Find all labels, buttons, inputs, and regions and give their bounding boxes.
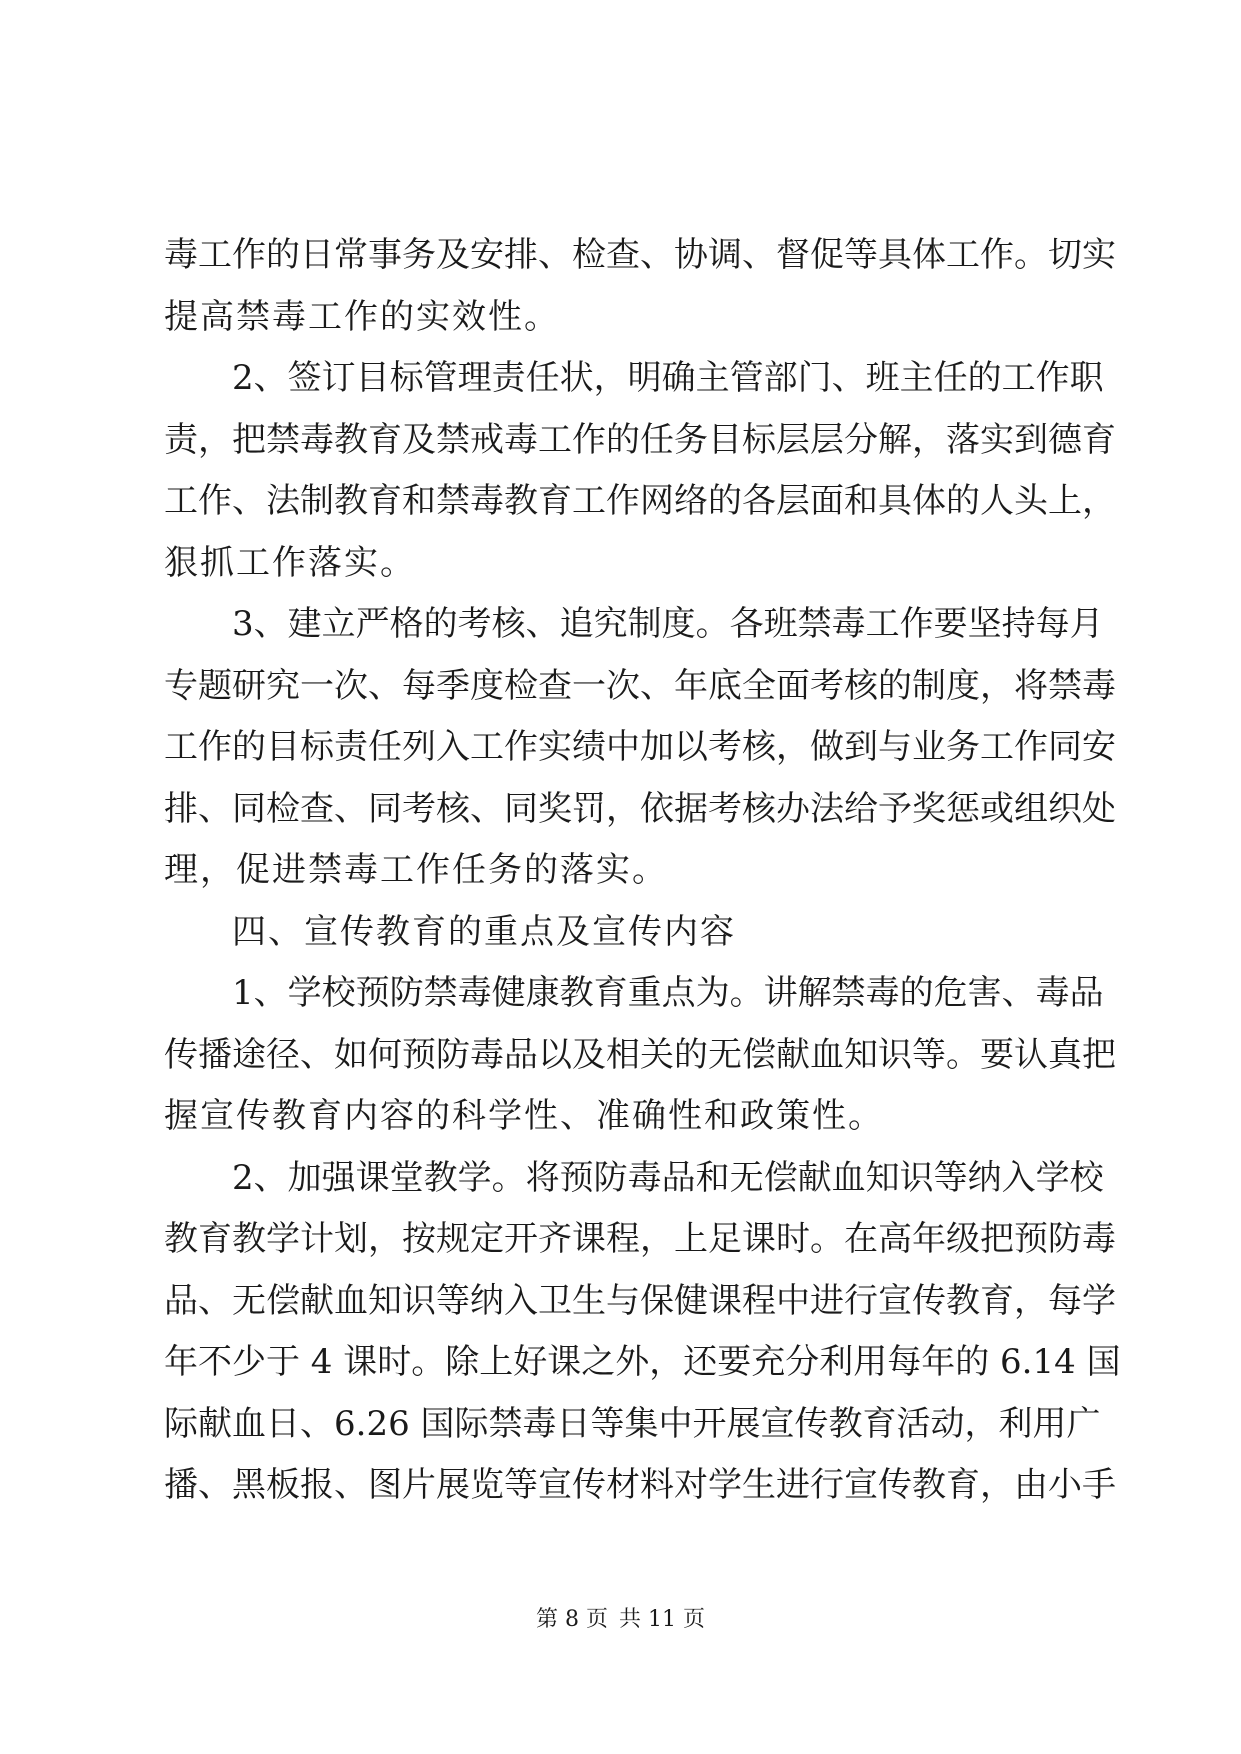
text-line: 教育教学计划，按规定开齐课程，上足课时。在高年级把预防毒 <box>164 1219 1116 1259</box>
text-line: 传播途径、如何预防毒品以及相关的无偿献血知识等。要认真把 <box>164 1034 1116 1075</box>
text-line: 品、无偿献血知识等纳入卫生与保健课程中进行宣传教育，每学 <box>164 1280 1116 1321</box>
text-line: 2、签订目标管理责任状，明确主管部门、班主任的工作职 <box>232 358 1104 398</box>
text-line: 播、黑板报、图片展览等宣传材料对学生进行宣传教育，由小手 <box>164 1465 1116 1505</box>
text-line: 握宣传教育内容的科学性、准确性和政策性。 <box>164 1096 884 1136</box>
text-line: 排、同检查、同考核、同奖罚，依据考核办法给予奖惩或组织处 <box>164 788 1116 829</box>
document-body <box>164 225 1121 1517</box>
text-line: 年不少于 4 课时。除上好课之外，还要充分利用每年的 6.14 国 <box>164 1342 1121 1382</box>
text-line: 狠抓工作落实。 <box>164 542 416 583</box>
page-footer <box>0 1605 1241 1635</box>
text-line: 2、加强课堂教学。将预防毒品和无偿献血知识等纳入学校 <box>232 1157 1104 1198</box>
text-line: 专题研究一次、每季度检查一次、年底全面考核的制度，将禁毒 <box>164 665 1116 706</box>
text-line: 四、宣传教育的重点及宣传内容 <box>232 911 736 952</box>
current-page-number: 第 8 页 <box>536 1607 608 1632</box>
total-page-count: 共 11 页 <box>619 1607 705 1632</box>
text-line: 工作、法制教育和禁毒教育工作网络的各层面和具体的人头上， <box>164 481 1116 521</box>
text-line: 3、建立严格的考核、追究制度。各班禁毒工作要坚持每月 <box>232 604 1104 644</box>
text-line: 际献血日、6.26 国际禁毒日等集中开展宣传教育活动，利用广 <box>164 1403 1101 1444</box>
text-line: 理，促进禁毒工作任务的落实。 <box>164 850 668 890</box>
text-line: 提高禁毒工作的实效性。 <box>164 296 560 337</box>
text-line: 责，把禁毒教育及禁戒毒工作的任务目标层层分解，落实到德育 <box>164 419 1116 460</box>
text-line: 工作的目标责任列入工作实绩中加以考核，做到与业务工作同安 <box>164 727 1116 767</box>
text-line: 毒工作的日常事务及安排、检查、协调、督促等具体工作。切实 <box>164 235 1116 275</box>
text-line: 1、学校预防禁毒健康教育重点为。讲解禁毒的危害、毒品 <box>232 973 1104 1013</box>
